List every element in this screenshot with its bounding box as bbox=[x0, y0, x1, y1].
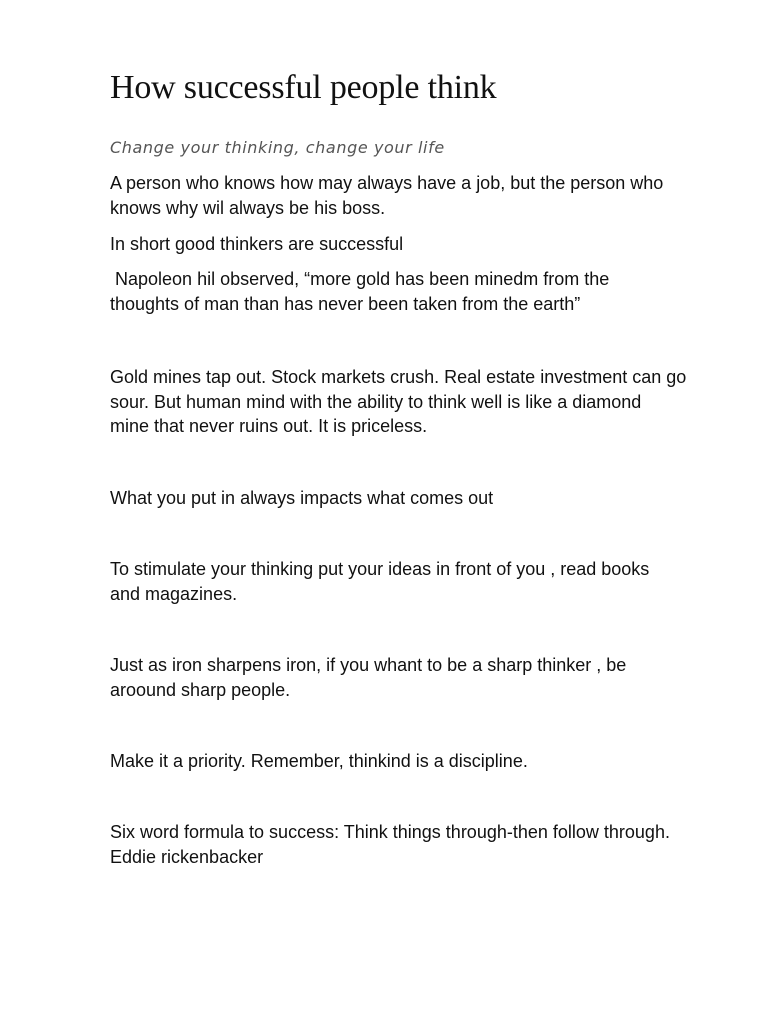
page-subtitle: Change your thinking, change your life bbox=[110, 138, 445, 157]
paragraph-line: Napoleon hil observed, “more gold has been minedm from the bbox=[110, 269, 610, 289]
paragraph-six-word-formula bbox=[110, 820, 730, 869]
paragraph-line: To stimulate your thinking put your ideas in front of you , read books bbox=[110, 559, 650, 579]
paragraph-line: Six word formula to success: Think things through-then follow through. bbox=[110, 822, 670, 842]
paragraph-job-boss bbox=[110, 171, 730, 220]
paragraph-impacts bbox=[110, 486, 730, 511]
paragraph-line: Just as iron sharpens iron, if you whant to be a sharp thinker , be bbox=[110, 655, 627, 675]
paragraph-line: A person who knows how may always have a job, but the person who bbox=[110, 173, 664, 193]
paragraph-line: knows why wil always be his boss. bbox=[110, 197, 386, 218]
paragraph-line: Eddie rickenbacker bbox=[110, 846, 264, 867]
paragraph-line: mine that never ruins out. It is priceless. bbox=[110, 416, 428, 436]
paragraph-gold-mines bbox=[110, 365, 730, 439]
paragraph-line: In short good thinkers are successful bbox=[110, 234, 404, 254]
paragraph-line: Gold mines tap out. Stock markets crush. Real estate investment can go bbox=[110, 367, 687, 387]
paragraph-line: sour. But human mind with the ability to think well is like a diamond bbox=[110, 391, 642, 412]
paragraph-iron-sharpens bbox=[110, 653, 730, 702]
paragraph-napoleon-quote bbox=[110, 267, 730, 316]
paragraph-stimulate-thinking bbox=[110, 557, 730, 606]
paragraph-line: Make it a priority. Remember, thinkind is a discipline. bbox=[110, 751, 528, 771]
paragraph-line: aroound sharp people. bbox=[110, 679, 291, 700]
paragraph-line: thoughts of man than has never been taken from the earth” bbox=[110, 293, 581, 314]
paragraph-line: and magazines. bbox=[110, 583, 238, 604]
paragraph-good-thinkers bbox=[110, 232, 730, 257]
paragraph-priority bbox=[110, 749, 730, 774]
page-title: How successful people think bbox=[110, 69, 497, 106]
paragraph-line: What you put in always impacts what comes out bbox=[110, 488, 494, 508]
